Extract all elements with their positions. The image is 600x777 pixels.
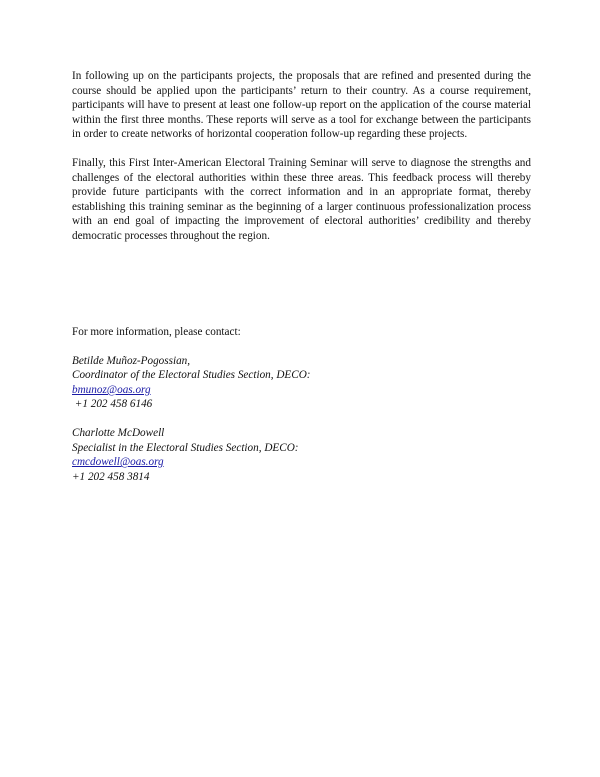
contact-section <box>72 325 531 498</box>
contact-title: Specialist in the Electoral Studies Section, DECO: <box>72 441 299 454</box>
contact-email-link[interactable]: bmunoz@oas.org <box>72 383 151 396</box>
contact-person-2 <box>72 426 531 484</box>
contact-title: Coordinator of the Electoral Studies Section, DECO: <box>72 369 311 382</box>
contact-email-link[interactable]: cmcdowell@oas.org <box>72 456 164 469</box>
contact-person-1 <box>72 354 531 412</box>
contact-name: Betilde Muñoz-Pogossian, <box>72 354 191 367</box>
contact-name: Charlotte McDowell <box>72 426 165 439</box>
paragraph-finally: Finally, this First Inter-American Electoral Training Seminar will serve to diagnose the strengths and challenges of the electoral authorities within these three areas. This feedback process will thereby provide future participants with the correct information and in an appropriate format, thereby establishing this training seminar as the beginning of a larger continuous professionalization process with an end goal of impacting the improvement of electoral authorities’ credibility and thereby democratic processes throughout the region. <box>72 156 531 242</box>
contact-intro: For more information, please contact: <box>72 326 241 338</box>
contact-phone: +1 202 458 3814 <box>72 470 150 483</box>
document-body <box>72 69 531 244</box>
paragraph-follow-up: In following up on the participants projects, the proposals that are refined and presented during the course should be applied upon the participants’ return to their country. As a course requirement, participants will have to present at least one follow-up report on the application of the course material within the first three months. These reports will serve as a tool for exchange between the participants in order to create networks of horizontal cooperation follow-up regarding these projects. <box>72 70 531 141</box>
contact-phone: +1 202 458 6146 <box>72 398 153 411</box>
